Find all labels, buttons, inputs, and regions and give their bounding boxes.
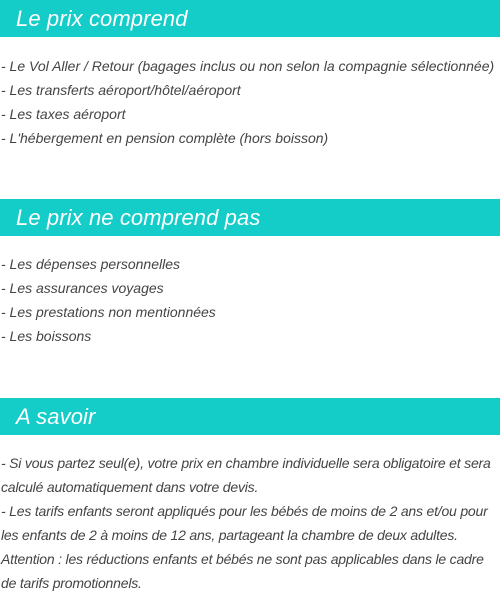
list-item: - Les prestations non mentionnées	[1, 304, 216, 320]
info-paragraph: - Si vous partez seul(e), votre prix en chambre individuelle sera obligatoire et sera calculé automatiquement dans votre devis.	[1, 455, 491, 495]
section-header	[0, 0, 500, 37]
section-header	[0, 398, 500, 435]
section-title: Le prix comprend	[16, 5, 188, 31]
section-price-includes	[0, 0, 500, 146]
list-item: - Les taxes aéroport	[1, 106, 126, 122]
section-good-to-know	[0, 398, 500, 591]
list-item: - Les transferts aéroport/hôtel/aéroport	[1, 82, 241, 98]
included-list	[1, 54, 494, 150]
list-item: - Les boissons	[1, 328, 92, 344]
section-header	[0, 199, 500, 236]
list-item: - L'hébergement en pension complète (hors boisson)	[1, 130, 329, 146]
section-price-excludes	[0, 199, 500, 344]
section-title: Le prix ne comprend pas	[16, 204, 261, 230]
info-body	[1, 451, 500, 595]
list-item: - Le Vol Aller / Retour (bagages inclus ou non selon la compagnie sélectionnée)	[1, 58, 495, 74]
excluded-list	[1, 252, 216, 348]
info-paragraph: - Les tarifs enfants seront appliqués pour les bébés de moins de 2 ans et/ou pour les enfants de 2 à moins de 12 ans, partageant la chambre de deux adultes.	[1, 503, 488, 543]
list-item: - Les dépenses personnelles	[1, 256, 181, 272]
list-item: - Les assurances voyages	[1, 280, 164, 296]
info-paragraph: Attention : les réductions enfants et bébés ne sont pas applicables dans le cadre de tarifs promotionnels.	[1, 551, 484, 591]
section-title: A savoir	[16, 403, 96, 429]
